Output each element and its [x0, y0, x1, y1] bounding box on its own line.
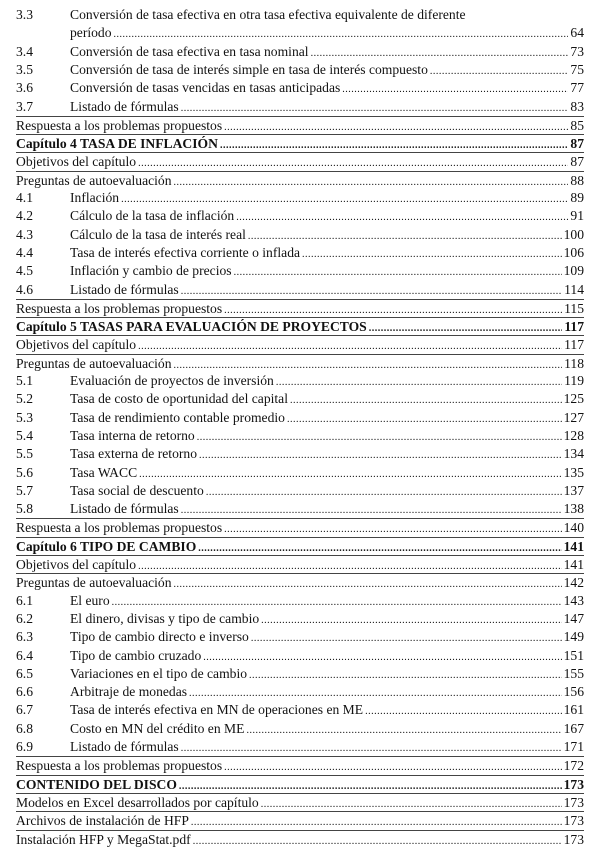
toc-entry[interactable] [16, 409, 584, 427]
entry-title: Tasa social de descuento [70, 482, 204, 498]
toc-entry[interactable] [16, 555, 584, 574]
page-number: 89 [570, 190, 584, 205]
section-title-line2: período [70, 25, 112, 41]
page-number: 73 [570, 43, 584, 59]
toc-entry[interactable] [16, 262, 584, 280]
entry-title: Objetivos del capítulo [16, 557, 137, 572]
toc-chapter-heading[interactable] [16, 134, 584, 153]
toc-entry[interactable] [16, 756, 584, 775]
toc-entry[interactable] [16, 738, 584, 756]
entry-title: Arbitraje de monedas [70, 684, 188, 700]
section-number: 5.7 [16, 482, 33, 498]
toc-entry[interactable] [16, 43, 584, 61]
toc-entry[interactable] [16, 701, 584, 719]
entry-title: Modelos en Excel desarrollados por capítulo [16, 794, 259, 810]
entry-title: Archivos de instalación de HFP [16, 813, 189, 829]
section-number: 3.7 [16, 98, 33, 114]
entry-title: Tasa de rendimiento contable promedio [70, 409, 285, 425]
toc-entry[interactable] [16, 335, 584, 354]
entry-title: Listado de fórmulas [70, 98, 179, 114]
entry-title: Tasa externa de retorno [70, 446, 197, 462]
toc-entry[interactable] [16, 610, 584, 628]
entry-title: Tipo de cambio cruzado [70, 647, 202, 663]
page-number: 147 [563, 610, 584, 626]
page-number: 141 [563, 538, 584, 554]
page-number: 117 [564, 319, 584, 335]
page-number: 173 [563, 776, 584, 792]
toc-entry[interactable] [16, 244, 584, 262]
page-number: 75 [570, 61, 584, 77]
toc-entry[interactable] [16, 427, 584, 445]
page-number: 114 [564, 281, 584, 297]
entry-title: CONTENIDO DEL DISCO [16, 776, 177, 792]
page-number: 161 [563, 702, 584, 718]
entry-title: Objetivos del capítulo [16, 154, 137, 170]
section-number: 4.5 [16, 263, 33, 279]
toc-entry[interactable] [16, 207, 584, 225]
toc-entry[interactable] [16, 683, 584, 701]
entry-title: Preguntas de autoevaluación [16, 172, 172, 188]
page-number: 87 [570, 136, 584, 152]
page-number: 151 [563, 647, 584, 663]
page-number: 155 [563, 665, 584, 681]
toc-entry[interactable] [16, 299, 584, 318]
entry-title: Tasa de interés efectiva corriente o inflada [70, 244, 301, 260]
entry-title: Tasa de costo de oportunidad del capital [70, 391, 288, 407]
page-number: 134 [563, 446, 584, 462]
section-number: 4.1 [16, 190, 33, 205]
section-number: 6.2 [16, 610, 33, 626]
toc-chapter-heading[interactable] [16, 537, 584, 556]
entry-title: Tasa de interés efectiva en MN de operaciones en ME [70, 702, 364, 718]
page-number: 140 [563, 520, 584, 536]
page-number: 109 [563, 263, 584, 279]
entry-title: Preguntas de autoevaluación [16, 355, 172, 371]
section-number: 6.3 [16, 629, 33, 645]
entry-title: Tasa interna de retorno [70, 427, 195, 443]
page-number: 173 [563, 794, 584, 810]
toc-entry[interactable] [16, 628, 584, 646]
entry-title: Listado de fórmulas [70, 501, 179, 517]
toc-entry[interactable] [16, 830, 584, 849]
toc-entry[interactable] [16, 79, 584, 97]
entry-title: Respuesta a los problemas propuestos [16, 117, 223, 133]
page-number: 172 [563, 758, 584, 774]
section-number: 6.7 [16, 702, 33, 718]
page-number: 115 [564, 300, 584, 316]
entry-title: Capítulo 4 TASA DE INFLACIÓN [16, 136, 218, 152]
entry-title: Preguntas de autoevaluación [16, 575, 172, 591]
entry-title: Listado de fórmulas [70, 739, 179, 754]
page-number: 83 [570, 98, 584, 114]
entry-title: Listado de fórmulas [70, 281, 179, 297]
entry-title: Inflación y cambio de precios [70, 263, 232, 279]
page-number: 88 [570, 172, 584, 188]
page-number: 91 [570, 208, 584, 224]
toc-entry[interactable] [16, 189, 584, 207]
page-number: 137 [563, 482, 584, 498]
page-number: 118 [564, 355, 584, 371]
page-number: 117 [564, 337, 584, 353]
section-number: 3.6 [16, 80, 33, 96]
entry-title: Conversión de tasa de interés simple en tasa de interés compuesto [70, 61, 428, 77]
page-number: 119 [564, 373, 584, 388]
toc-entry[interactable] [16, 281, 584, 299]
section-title-line1: Conversión de tasa efectiva en otra tasa efectiva equivalente de diferente [70, 7, 466, 22]
entry-title: Costo en MN del crédito en ME [70, 720, 245, 736]
page-number: 149 [563, 629, 584, 645]
page-number: 156 [563, 684, 584, 700]
entry-title: El euro [70, 592, 110, 608]
page-number: 141 [563, 557, 584, 572]
toc-entry[interactable] [16, 226, 584, 244]
toc-entry[interactable] [16, 647, 584, 665]
page-number: 173 [563, 813, 584, 829]
toc-entry[interactable] [16, 592, 584, 610]
page-number: 77 [570, 80, 584, 96]
entry-title: Tipo de cambio directo e inverso [70, 629, 249, 645]
toc-entry[interactable] [16, 518, 584, 537]
entry-title: Objetivos del capítulo [16, 337, 137, 353]
dot-leader [193, 833, 562, 851]
page-number: 128 [563, 427, 584, 443]
toc-chapter-heading[interactable] [16, 775, 584, 794]
page-number: 125 [563, 391, 584, 407]
toc-chapter-heading[interactable] [16, 317, 584, 336]
entry-title: Respuesta a los problemas propuestos [16, 300, 223, 316]
page-number: 143 [563, 592, 584, 608]
toc-entry[interactable] [16, 482, 584, 500]
page-number: 173 [563, 831, 584, 847]
toc-entry[interactable] [16, 665, 584, 683]
section-number: 4.2 [16, 208, 33, 224]
toc-entry[interactable] [16, 152, 584, 171]
toc-entry[interactable] [16, 98, 584, 116]
section-number: 4.6 [16, 281, 33, 297]
entry-title: Capítulo 6 TIPO DE CAMBIO [16, 538, 197, 554]
section-number: 6.6 [16, 684, 33, 700]
entry-title: Tasa WACC [70, 464, 138, 480]
section-number: 5.8 [16, 501, 33, 517]
entry-title: Instalación HFP y MegaStat.pdf [16, 831, 191, 847]
page-number: 142 [563, 575, 584, 591]
section-number: 6.1 [16, 592, 33, 608]
toc-entry[interactable] [16, 354, 584, 373]
toc-entry[interactable] [16, 171, 584, 190]
page-number: 135 [563, 464, 584, 480]
entry-title: Respuesta a los problemas propuestos [16, 520, 223, 536]
section-number: 6.5 [16, 665, 33, 681]
toc-entry[interactable] [16, 811, 584, 830]
toc-entry-head[interactable] [16, 6, 584, 43]
entry-title: El dinero, divisas y tipo de cambio [70, 610, 260, 626]
entry-title: Evaluación de proyectos de inversión [70, 373, 274, 388]
toc-entry[interactable] [16, 116, 584, 135]
section-number: 6.9 [16, 739, 33, 754]
section-number: 3.3 [16, 7, 33, 22]
toc-entry[interactable] [16, 445, 584, 463]
entry-title: Cálculo de la tasa de inflación [70, 208, 235, 224]
page-number: 64 [570, 25, 584, 41]
section-number: 5.6 [16, 464, 33, 480]
toc-entry[interactable] [16, 61, 584, 79]
section-number: 6.8 [16, 720, 33, 736]
section-number: 4.4 [16, 244, 33, 260]
section-number: 5.5 [16, 446, 33, 462]
toc-entry[interactable] [16, 720, 584, 738]
section-number: 5.2 [16, 391, 33, 407]
entry-title: Conversión de tasas vencidas en tasas anticipadas [70, 80, 341, 96]
page-number: 138 [563, 501, 584, 517]
page-number: 87 [570, 154, 584, 170]
page-number: 85 [570, 117, 584, 133]
page-number: 171 [563, 739, 584, 754]
toc-entry[interactable] [16, 573, 584, 592]
entry-title: Cálculo de la tasa de interés real [70, 226, 246, 242]
page-number: 167 [563, 720, 584, 736]
entry-title: Inflación [70, 190, 120, 205]
section-number: 5.3 [16, 409, 33, 425]
entry-title: Respuesta a los problemas propuestos [16, 758, 223, 774]
page-number: 106 [563, 244, 584, 260]
section-number: 3.4 [16, 43, 33, 59]
page-number: 127 [563, 409, 584, 425]
toc-entry[interactable] [16, 390, 584, 408]
page-number: 100 [563, 226, 584, 242]
section-number: 3.5 [16, 61, 33, 77]
section-number: 5.4 [16, 427, 33, 443]
entry-title: Capítulo 5 TASAS PARA EVALUACIÓN DE PROYECTOS [16, 319, 367, 335]
section-number: 6.4 [16, 647, 33, 663]
toc-entry[interactable] [16, 372, 584, 390]
entry-title: Variaciones en el tipo de cambio [70, 665, 248, 681]
toc-entry[interactable] [16, 464, 584, 482]
toc-entry[interactable] [16, 793, 584, 812]
toc-entry[interactable] [16, 500, 584, 518]
section-number: 5.1 [16, 373, 33, 388]
entry-title: Conversión de tasa efectiva en tasa nominal [70, 43, 309, 59]
section-number: 4.3 [16, 226, 33, 242]
